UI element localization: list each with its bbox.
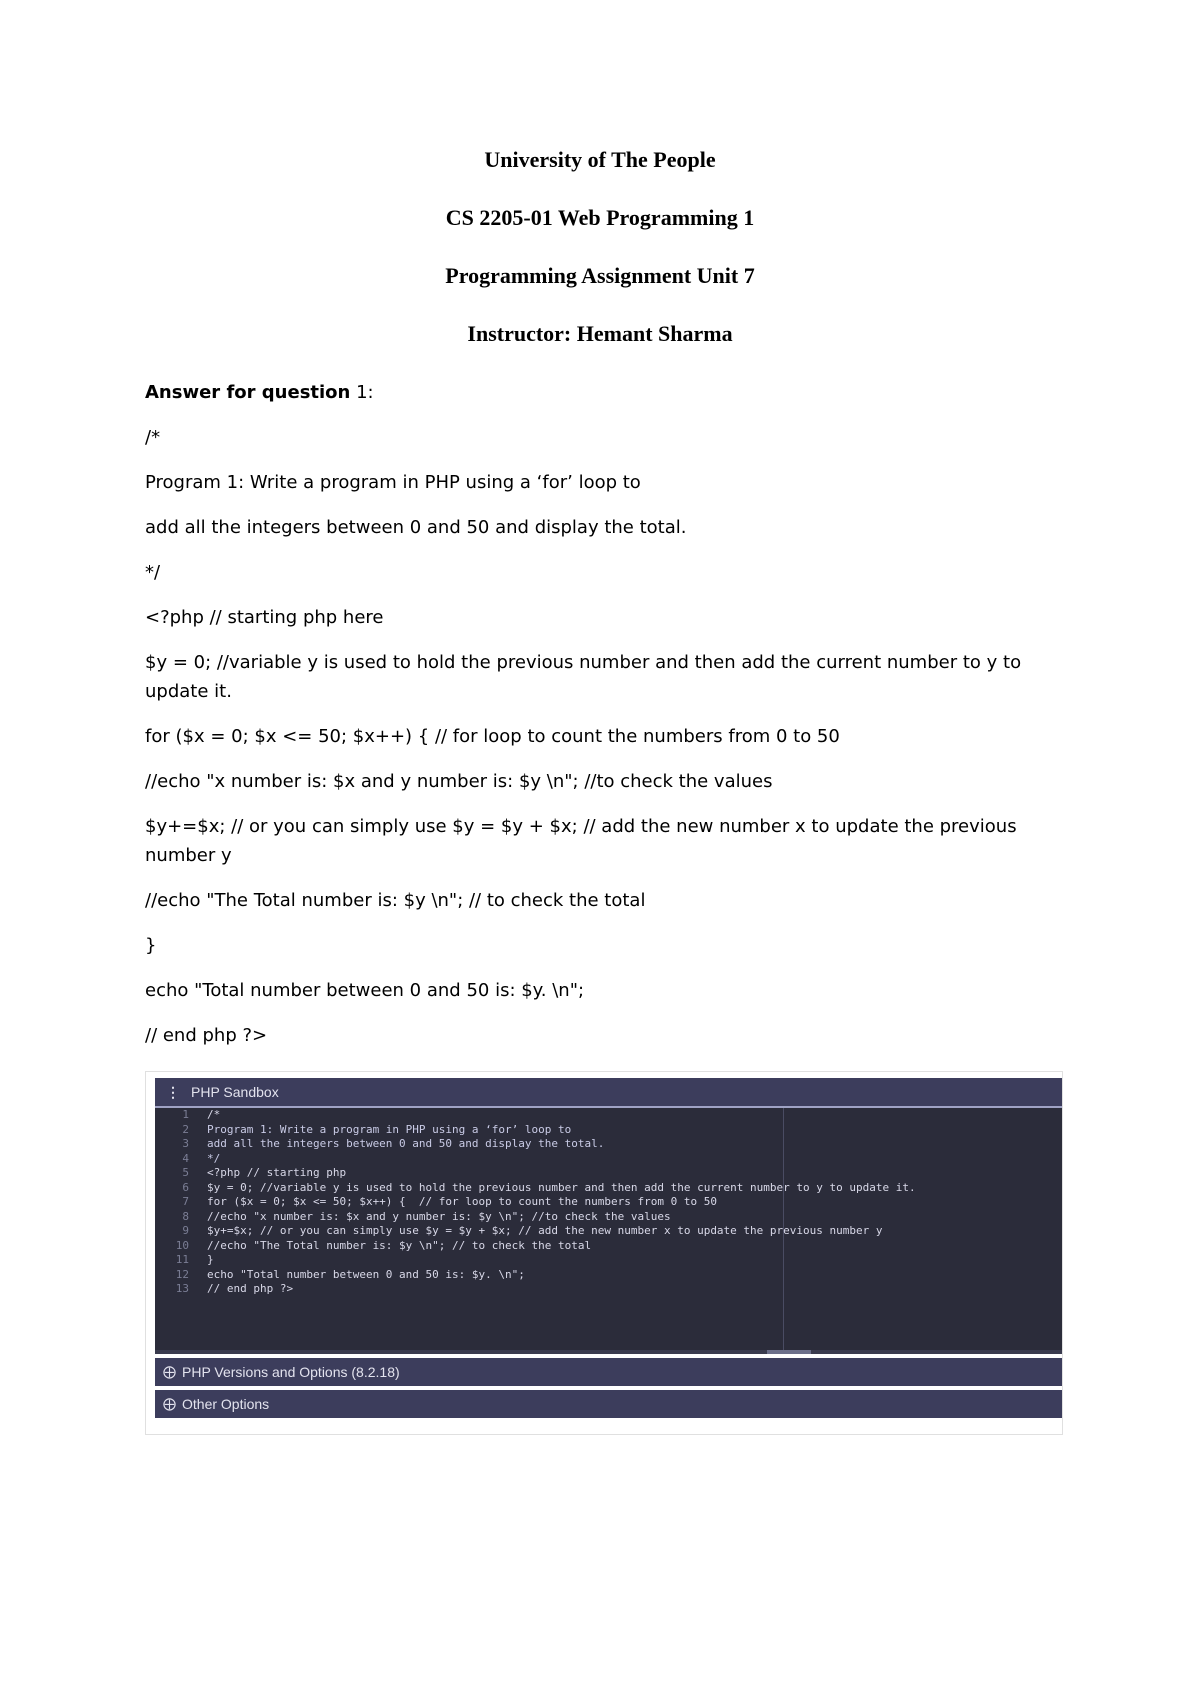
editor-line bbox=[155, 1123, 1062, 1138]
editor-line bbox=[155, 1239, 1062, 1254]
sandbox-title: PHP Sandbox bbox=[191, 1084, 279, 1100]
horizontal-scrollbar[interactable] bbox=[155, 1350, 1062, 1354]
editor-line bbox=[155, 1152, 1062, 1167]
line-code: for ($x = 0; $x <= 50; $x++) { // for loop to count the numbers from 0 to 50 bbox=[207, 1195, 717, 1208]
php-versions-label: PHP Versions and Options (8.2.18) bbox=[182, 1364, 400, 1380]
editor-line bbox=[155, 1224, 1062, 1239]
code-paragraph: } bbox=[145, 935, 157, 956]
line-code: //echo "The Total number is: $y \n"; // to check the total bbox=[207, 1238, 592, 1252]
line-number: 6 bbox=[182, 1180, 189, 1194]
sandbox-header bbox=[155, 1078, 1062, 1106]
line-number: 4 bbox=[182, 1151, 189, 1165]
editor-line bbox=[155, 1181, 1062, 1196]
line-code: Program 1: Write a program in PHP using a ‘for’ loop to bbox=[207, 1122, 572, 1136]
editor-line bbox=[155, 1210, 1062, 1225]
line-number: 1 bbox=[182, 1108, 189, 1121]
line-number: 10 bbox=[175, 1238, 189, 1252]
instructor-name: Instructor: Hemant Sharma bbox=[467, 321, 733, 346]
line-number: 13 bbox=[175, 1282, 189, 1295]
plus-circle-icon: ⨁ bbox=[163, 1364, 176, 1379]
line-number: 7 bbox=[182, 1195, 189, 1208]
university-title: University of The People bbox=[484, 147, 716, 172]
vertical-dots-icon[interactable]: ⋮ bbox=[166, 1083, 180, 1100]
line-number: 5 bbox=[182, 1166, 189, 1179]
code-paragraph: <?php // starting php here bbox=[145, 607, 384, 628]
editor-line bbox=[155, 1108, 1062, 1123]
assignment-title: Programming Assignment Unit 7 bbox=[445, 263, 755, 288]
plus-circle-icon: ⨁ bbox=[163, 1396, 176, 1411]
course-title: CS 2205-01 Web Programming 1 bbox=[445, 205, 755, 230]
line-code: /* bbox=[207, 1108, 221, 1121]
code-paragraph: echo "Total number between 0 and 50 is: $y. \n"; bbox=[145, 980, 585, 1001]
code-editor[interactable] bbox=[155, 1106, 1062, 1354]
code-paragraph: /* bbox=[145, 427, 161, 448]
line-code: add all the integers between 0 and 50 and display the total. bbox=[207, 1137, 605, 1150]
line-number: 12 bbox=[175, 1267, 189, 1281]
line-number: 11 bbox=[175, 1253, 189, 1266]
editor-line bbox=[155, 1137, 1062, 1152]
editor-line bbox=[155, 1166, 1062, 1181]
answer-heading-number: 1: bbox=[350, 382, 374, 403]
line-code: <?php // starting php bbox=[207, 1166, 347, 1179]
php-versions-toggle[interactable] bbox=[155, 1358, 1062, 1386]
code-paragraph: //echo "x number is: $x and y number is: $y \n"; //to check the values bbox=[145, 771, 773, 792]
editor-line bbox=[155, 1282, 1062, 1297]
line-number: 8 bbox=[182, 1209, 189, 1223]
line-code: } bbox=[207, 1253, 214, 1266]
line-code: // end php ?> bbox=[207, 1282, 294, 1295]
other-options-label: Other Options bbox=[182, 1396, 270, 1412]
line-code: */ bbox=[207, 1151, 221, 1165]
code-paragraph: */ bbox=[145, 562, 161, 583]
line-code: $y+=$x; // or you can simply use $y = $y + $x; // add the new number x to update the previous number y bbox=[207, 1224, 883, 1237]
answer-body bbox=[145, 378, 1045, 1066]
code-paragraph: for ($x = 0; $x <= 50; $x++) { // for loop to count the numbers from 0 to 50 bbox=[145, 726, 840, 747]
answer-heading-text: Answer for question bbox=[145, 382, 351, 403]
code-paragraph: add all the integers between 0 and 50 and display the total. bbox=[145, 517, 687, 538]
code-paragraph: // end php ?> bbox=[145, 1025, 268, 1046]
code-paragraph: //echo "The Total number is: $y \n"; // to check the total bbox=[145, 890, 646, 911]
line-number: 9 bbox=[182, 1224, 189, 1237]
code-paragraph: $y+=$x; // or you can simply use $y = $y + $x; // add the new number x to update the previous number y bbox=[145, 816, 1017, 866]
php-sandbox-screenshot bbox=[145, 1071, 1063, 1435]
code-paragraph: Program 1: Write a program in PHP using a ‘for’ loop to bbox=[145, 472, 641, 493]
line-code: echo "Total number between 0 and 50 is: $y. \n"; bbox=[207, 1267, 525, 1281]
code-paragraph: $y = 0; //variable y is used to hold the previous number and then add the current number to y to update it. bbox=[145, 652, 1022, 702]
editor-line bbox=[155, 1253, 1062, 1268]
line-number: 3 bbox=[182, 1137, 189, 1150]
line-code: $y = 0; //variable y is used to hold the previous number and then add the current number to y to update it. bbox=[207, 1180, 916, 1194]
scrollbar-thumb[interactable] bbox=[767, 1350, 811, 1354]
line-code: //echo "x number is: $x and y number is: $y \n"; //to check the values bbox=[207, 1209, 671, 1223]
title-block bbox=[0, 140, 1200, 372]
editor-line bbox=[155, 1268, 1062, 1283]
other-options-toggle[interactable] bbox=[155, 1390, 1062, 1418]
editor-line bbox=[155, 1195, 1062, 1210]
line-number: 2 bbox=[182, 1122, 189, 1136]
answer-heading bbox=[145, 378, 1045, 407]
